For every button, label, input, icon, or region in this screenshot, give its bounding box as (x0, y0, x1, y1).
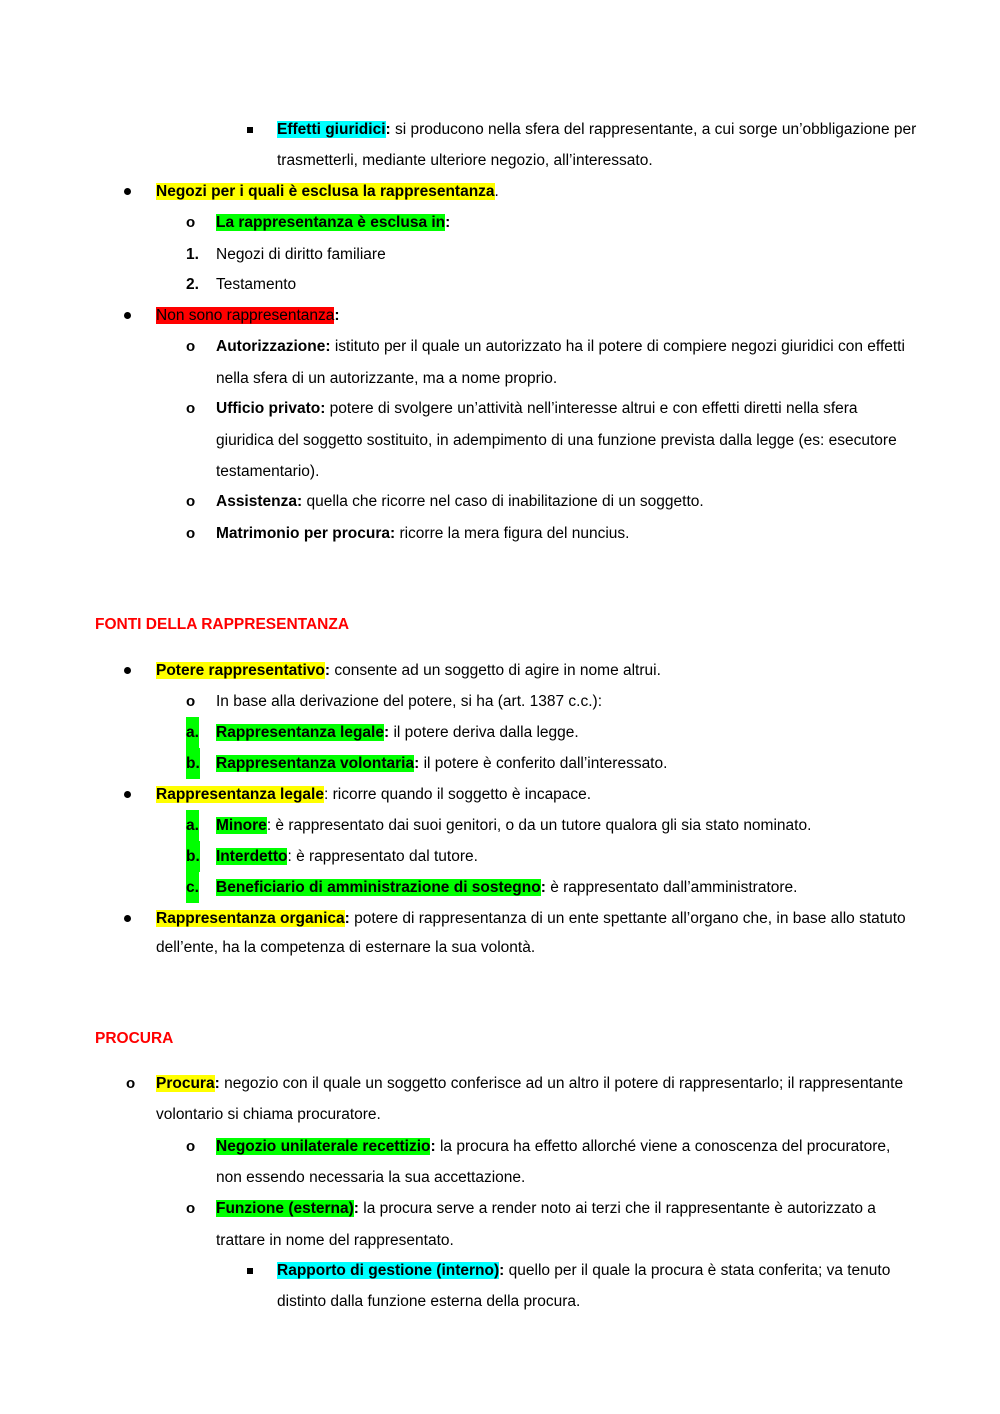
list-number: 2. (186, 276, 199, 293)
bullet-icon (124, 300, 131, 331)
term-label: Interdetto (216, 848, 288, 865)
list-letter: b. (186, 841, 200, 872)
bullet-icon (124, 176, 131, 207)
term-label: Rappresentanza volontaria (216, 755, 415, 772)
term-label: Assistenza: (216, 493, 303, 510)
bullet-icon (124, 903, 131, 934)
square-bullet-icon (247, 1255, 253, 1286)
list-item: Rappresentanza organica: potere di rappresentanza di un ente spettante all’organo che, in base allo statuto (0, 903, 1000, 934)
term-text: si producono nella sfera del rappresentante, a cui sorge un’obbligazione per (390, 121, 917, 138)
term-label: Potere rappresentativo (156, 662, 325, 679)
term-label: Negozio unilaterale recettizio (216, 1138, 431, 1155)
list-item: b. Interdetto: è rappresentato dal tutore. (0, 841, 1000, 872)
term-label: Rappresentanza organica (156, 910, 345, 927)
circle-bullet-icon: o (186, 493, 196, 510)
term-label: Matrimonio per procura: (216, 525, 396, 542)
list-item-continuation: trasmetterli, mediante ulteriore negozio, all’interessato. (277, 152, 653, 169)
list-item: o Matrimonio per procura: ricorre la mera figura del nuncius. (0, 518, 1000, 549)
term-label: Rapporto di gestione (interno) (277, 1262, 500, 1279)
list-item: o In base alla derivazione del potere, si ha (art. 1387 c.c.): (0, 686, 1000, 717)
list-number: 1. (186, 246, 199, 263)
list-item-continuation: giuridica del soggetto sostituito, in adempimento di una funzione prevista dalla legge (es: esecutore (216, 432, 897, 449)
term-label: La rappresentanza è esclusa in (216, 214, 446, 231)
term-label: Procura (156, 1075, 215, 1092)
term-label: Rappresentanza legale (216, 724, 384, 741)
list-item: Rapporto di gestione (interno): quello per il quale la procura è stata conferita; va tenuto (0, 1255, 1000, 1286)
list-item-continuation: nella sfera di un autorizzante, ma a nome proprio. (216, 370, 558, 387)
circle-bullet-icon: o (186, 214, 196, 231)
circle-bullet-icon: o (186, 693, 196, 710)
list-item: o Autorizzazione: istituto per il quale un autorizzato ha il potere di compiere negozi giuridici con effetti (0, 331, 1000, 362)
list-item: o Negozio unilaterale recettizio: la procura ha effetto allorché viene a conoscenza del procuratore, (0, 1131, 1000, 1162)
list-item: Rappresentanza legale: ricorre quando il soggetto è incapace. (0, 779, 1000, 810)
circle-bullet-icon: o (186, 1138, 196, 1155)
list-item: o Assistenza: quella che ricorre nel caso di inabilitazione di un soggetto. (0, 486, 1000, 517)
list-item: o Funzione (esterna): la procura serve a render noto ai terzi che il rappresentante è autorizzato a (0, 1193, 1000, 1224)
list-item-continuation: testamentario). (216, 463, 320, 480)
term-label: Negozi per i quali è esclusa la rappresentanza (156, 183, 495, 200)
list-item: c. Beneficiario di amministrazione di sostegno: è rappresentato dall’amministratore. (0, 872, 1000, 903)
list-letter: a. (186, 810, 199, 841)
list-letter: b. (186, 748, 200, 779)
list-item: b. Rappresentanza volontaria: il potere è conferito dall’interessato. (0, 748, 1000, 779)
term-label: Funzione (esterna) (216, 1200, 354, 1217)
list-item: a. Rappresentanza legale: il potere deriva dalla legge. (0, 717, 1000, 748)
term-label: Beneficiario di amministrazione di sostegno (216, 879, 541, 896)
list-item: o La rappresentanza è esclusa in: (0, 207, 1000, 238)
list-item: o Ufficio privato: potere di svolgere un’attività nell’interesse altrui e con effetti diretti nella sfera (0, 393, 1000, 424)
list-item: Negozi per i quali è esclusa la rappresentanza. (0, 176, 1000, 207)
list-letter: c. (186, 872, 199, 903)
circle-bullet-icon: o (126, 1075, 136, 1092)
list-letter: a. (186, 717, 199, 748)
circle-bullet-icon: o (186, 338, 196, 355)
list-item-continuation: distinto dalla funzione esterna della procura. (277, 1293, 581, 1310)
list-item: 2. Testamento (0, 269, 1000, 300)
section-heading: PROCURA (95, 1030, 174, 1047)
circle-bullet-icon: o (186, 400, 196, 417)
term-label: Non sono rappresentanza (156, 307, 335, 324)
section-heading: FONTI DELLA RAPPRESENTANZA (95, 616, 350, 633)
list-item-continuation: dell’ente, ha la competenza di esternare la sua volontà. (156, 939, 536, 956)
list-item: 1. Negozi di diritto familiare (0, 239, 1000, 270)
term-label: Rappresentanza legale (156, 786, 324, 803)
circle-bullet-icon: o (186, 1200, 196, 1217)
list-item-continuation: non essendo necessaria la sua accettazione. (216, 1169, 526, 1186)
term-label: Minore (216, 817, 267, 834)
circle-bullet-icon: o (186, 525, 196, 542)
list-item: Effetti giuridici: si producono nella sfera del rappresentante, a cui sorge un’obbligazione per (0, 114, 1000, 145)
list-item: Non sono rappresentanza: (0, 300, 1000, 331)
term-label: Effetti giuridici (277, 121, 386, 138)
square-bullet-icon (247, 114, 253, 145)
term-label: Ufficio privato: (216, 400, 326, 417)
bullet-icon (124, 779, 131, 810)
bullet-icon (124, 655, 131, 686)
list-item: o Procura: negozio con il quale un soggetto conferisce ad un altro il potere di rappresentarlo; il rappresentante (0, 1068, 1000, 1099)
term-label: Autorizzazione: (216, 338, 331, 355)
list-item-continuation: trattare in nome del rappresentato. (216, 1232, 454, 1249)
list-item-continuation: volontario si chiama procuratore. (156, 1106, 381, 1123)
list-item: a. Minore: è rappresentato dai suoi genitori, o da un tutore qualora gli sia stato nominato. (0, 810, 1000, 841)
list-item: Potere rappresentativo: consente ad un soggetto di agire in nome altrui. (0, 655, 1000, 686)
